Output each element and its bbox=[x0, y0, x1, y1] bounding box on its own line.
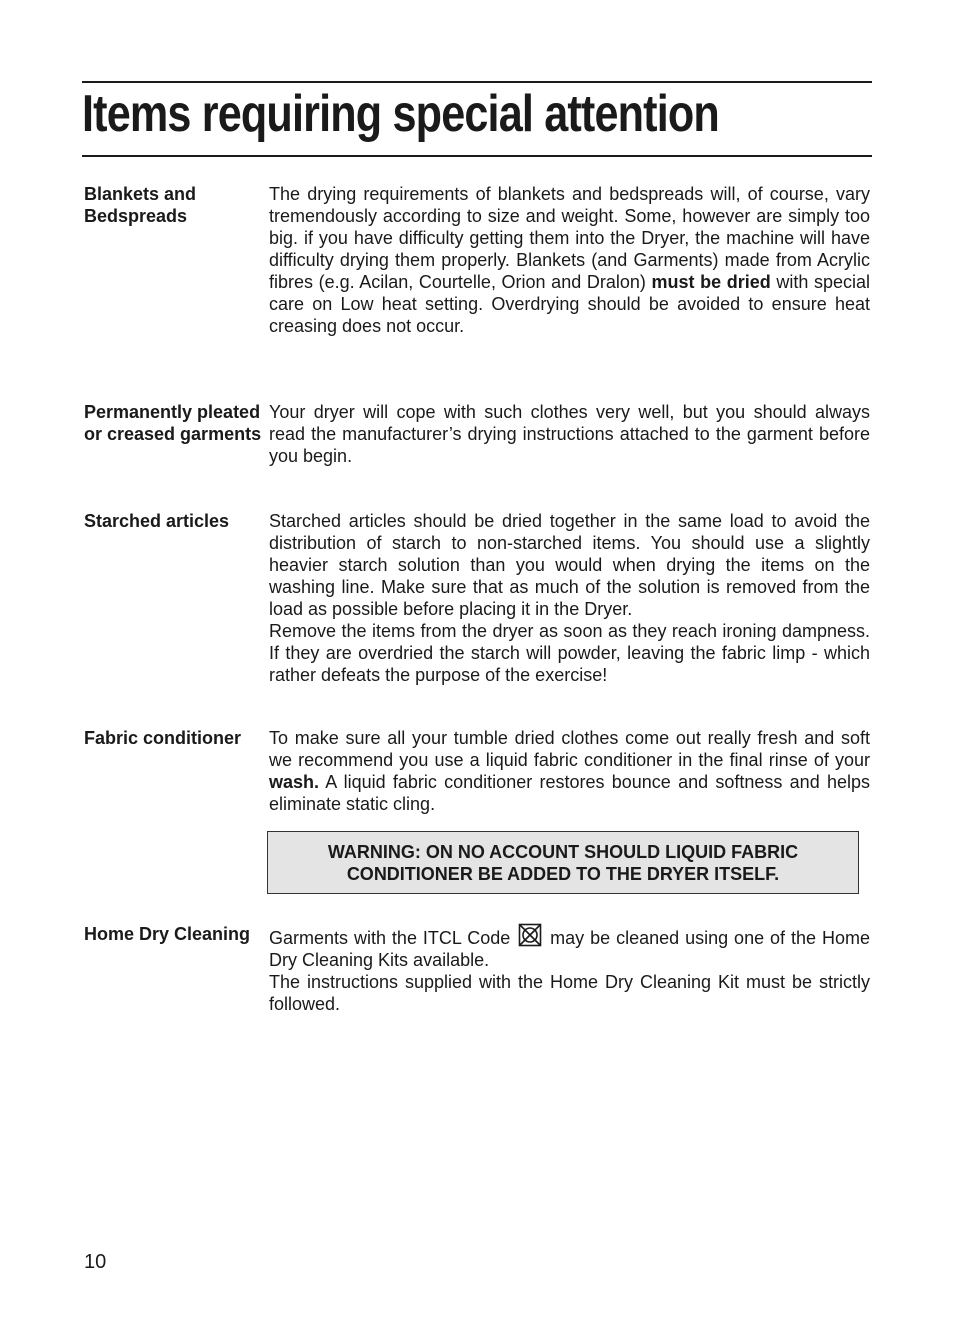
section-body bbox=[269, 401, 870, 467]
section-paragraph: Remove the items from the dryer as soon as they reach ironing dampness. If they are overdried the starch will powder, leaving the fabric limp - which rather defeats the purpose of the exercise! bbox=[269, 621, 870, 685]
warning-box bbox=[267, 831, 859, 894]
title-bottom-rule bbox=[82, 155, 872, 157]
body-text: may be cleaned using one of the Home Dry Cleaning Kits available. bbox=[269, 928, 870, 970]
section-label: Permanently pleated or creased garments bbox=[84, 402, 262, 444]
title-top-rule bbox=[82, 81, 872, 83]
do-not-dry-clean-icon bbox=[518, 923, 542, 947]
section-body bbox=[269, 923, 870, 1015]
body-text: Garments with the ITCL Code bbox=[269, 928, 517, 948]
section-label: Fabric conditioner bbox=[84, 728, 242, 748]
section-paragraph: Starched articles should be dried together in the same load to avoid the distribution of starch to non-starched items. You should use a slightly heavier starch solution than you would when drying the items on the washing line. Make sure that as much of the solution is removed from the load as possible before placing it in the Dryer. bbox=[269, 511, 870, 619]
warning-line: CONDITIONER BE ADDED TO THE DRYER ITSELF. bbox=[346, 864, 780, 884]
body-text: A liquid fabric conditioner restores bounce and softness and helps eliminate static cling. bbox=[269, 772, 870, 814]
body-text: The drying requirements of blankets and bedspreads will, of course, vary tremendously according to size and weight. Some, however are simply too big. if you have difficulty getting them into the Dryer, the machine will have difficulty drying them properly. Blankets (and Garments) made from Acrylic fibres (e.g. Acilan, Courtelle, Orion and Dralon) bbox=[269, 184, 870, 292]
page-number: 10 bbox=[84, 1251, 107, 1273]
section-paragraph bbox=[269, 727, 870, 815]
warning-line: WARNING: ON NO ACCOUNT SHOULD LIQUID FABRIC bbox=[327, 842, 799, 862]
section-paragraph: The instructions supplied with the Home Dry Cleaning Kit must be strictly followed. bbox=[269, 972, 870, 1014]
body-bold-text: wash. bbox=[269, 772, 320, 792]
body-text: with special care on Low heat setting. Overdrying should be avoided to ensure heat creasing does not occur. bbox=[269, 272, 870, 336]
section-body bbox=[269, 510, 870, 686]
section-paragraph: Your dryer will cope with such clothes very well, but you should always read the manufacturer’s drying instructions attached to the garment before you begin. bbox=[269, 402, 870, 466]
section-label: Home Dry Cleaning bbox=[84, 924, 251, 944]
section-paragraph bbox=[269, 183, 870, 337]
section-label: Starched articles bbox=[84, 511, 230, 531]
body-text: To make sure all your tumble dried clothes come out really fresh and soft we recommend you use a liquid fabric conditioner in the final rinse of your bbox=[269, 728, 870, 770]
section-body bbox=[269, 183, 870, 337]
body-bold-text: must be dried bbox=[651, 272, 771, 292]
section-body bbox=[269, 727, 870, 815]
section-paragraph bbox=[269, 923, 870, 971]
section-label: Blankets and Bedspreads bbox=[84, 184, 197, 226]
page-title: Items requiring special attention bbox=[82, 85, 719, 143]
